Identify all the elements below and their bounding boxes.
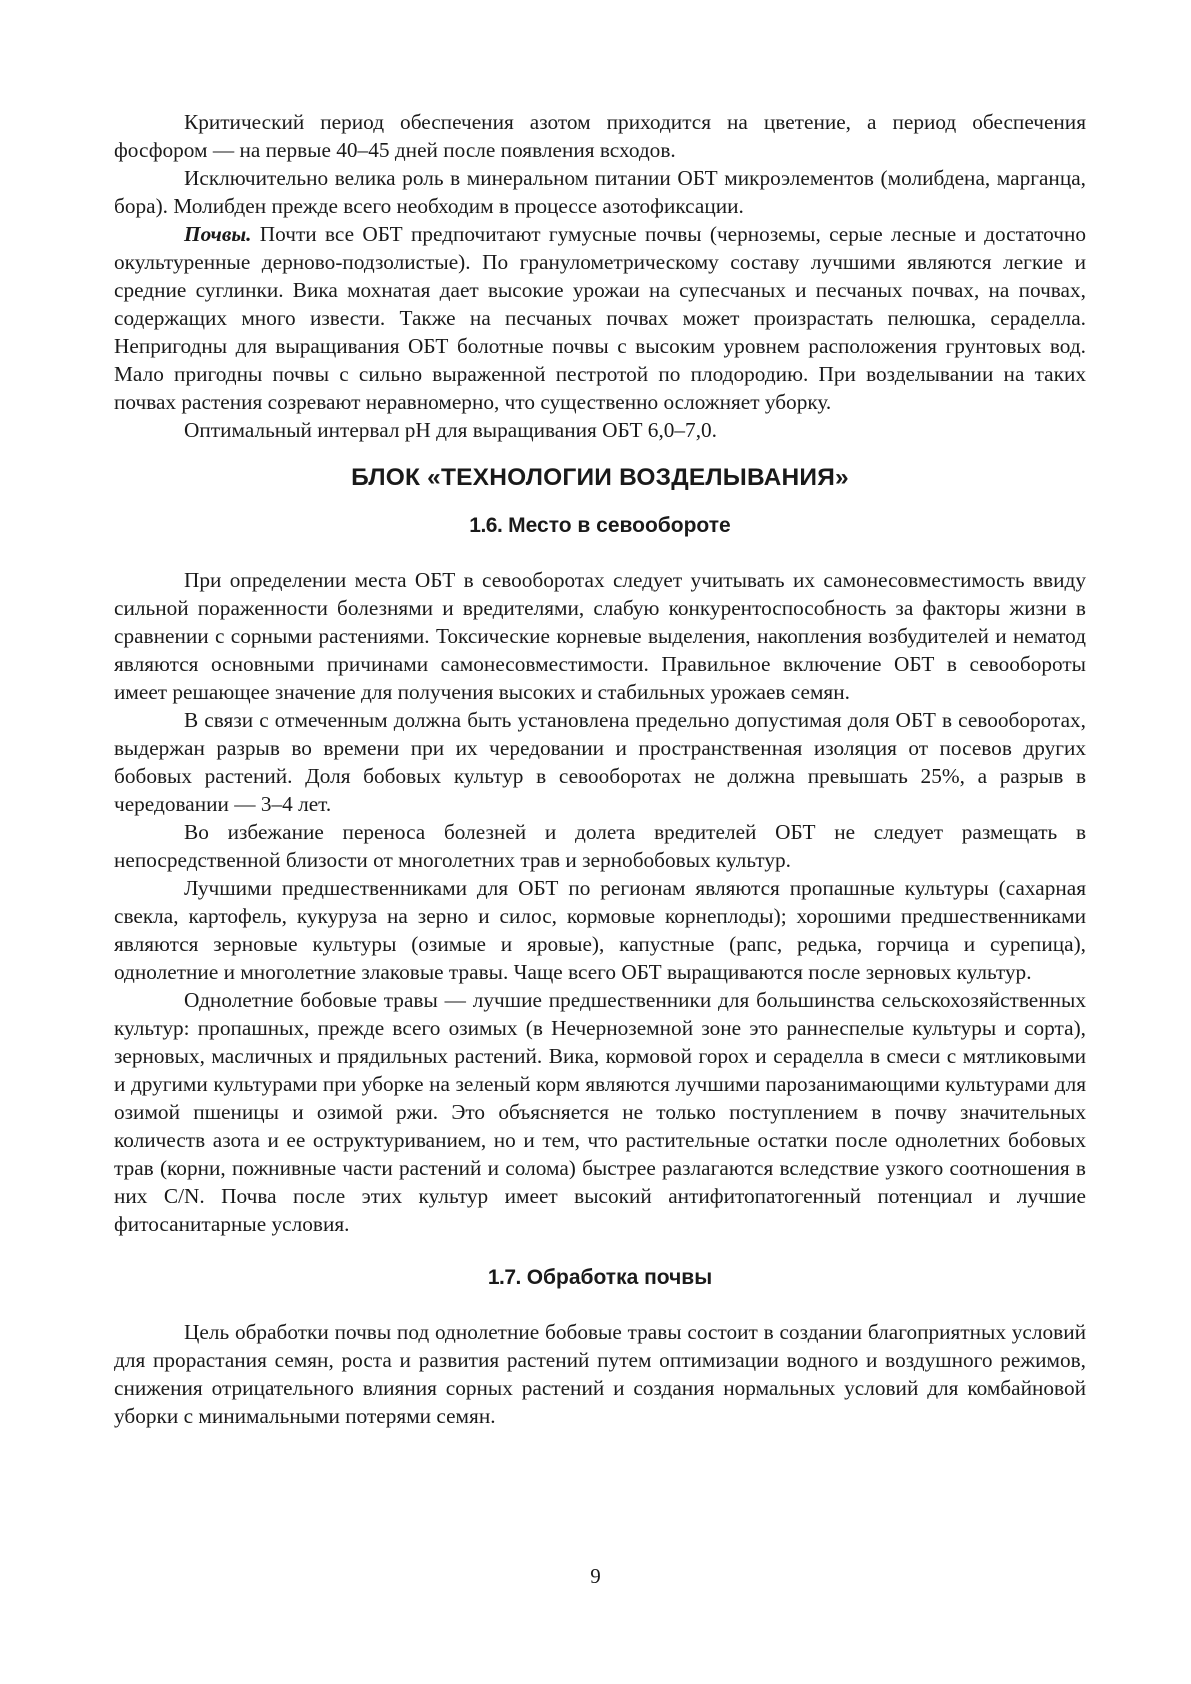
block-heading: БЛОК «ТЕХНОЛОГИИ ВОЗДЕЛЫВАНИЯ» xyxy=(351,464,849,491)
section-title: Место в севообороте xyxy=(502,514,731,537)
paragraph-nitrogen-period: Критический период обеспечения азотом приходится на цветение, а период обеспечения фосфором — на первые 40–45 дней после появления всходов. xyxy=(114,110,1086,162)
section-title: Обработка почвы xyxy=(520,1266,713,1289)
paragraph: В связи с отмеченным должна быть установлена предельно допустимая доля ОБТ в севооборотах, выдержан разрыв во времени при их чередовании и пространственная изоляция от посевов других бобовых растений. Доля бобовых культур в севооборотах не должна превышать 25%, а разрыв в чередовании — 3–4 лет. xyxy=(114,708,1086,816)
page-body xyxy=(114,108,1086,1430)
soils-lead-term: Почвы. xyxy=(184,222,252,246)
paragraph: При определении места ОБТ в севооборотах следует учитывать их самонесовместимость ввиду сильной пораженности болезнями и вредителями, слабую конкурентоспособность за факторы жизни в сравнении с сорными растениями. Токсические корневые выделения, накопления возбудителей и нематод являются основными причинами самонесовместимости. Правильное включение ОБТ в севообороты имеет решающее значение для получения высоких и стабильных урожаев семян. xyxy=(114,568,1086,704)
paragraph: Цель обработки почвы под однолетние бобовые травы состоит в создании благоприятных условий для прорастания семян, роста и развития растений путем оптимизации водного и воздушного режимов, снижения отрицательного влияния сорных растений и создания нормальных условий для комбайновой уборки с минимальными потерями семян. xyxy=(114,1320,1086,1428)
paragraph-microelements: Исключительно велика роль в минеральном питании ОБТ микроэлементов (молибдена, марганца, бора). Молибден прежде всего необходим в процессе азотофиксации. xyxy=(114,166,1086,218)
section-heading-1-7 xyxy=(114,1264,1086,1292)
paragraph: Лучшими предшественниками для ОБТ по регионам являются пропашные культуры (сахарная свекла, картофель, кукуруза на зерно и силос, кормовые корнеплоды); хорошими предшественниками являются зерновые культуры (озимые и яровые), капустные (рапс, редька, горчица и сурепица), однолетние и многолетние злаковые травы. Чаще всего ОБТ выращиваются после зерновых культур. xyxy=(114,876,1086,984)
paragraph-soils xyxy=(114,220,1086,416)
soils-text: Почти все ОБТ предпочитают гумусные почвы (черноземы, серые лесные и достаточно окультуренные дерново-подзолистые). По гранулометрическому составу лучшими являются легкие и средние суглинки. Вика мохнатая дает высокие урожаи на супесчаных и песчаных почвах, на почвах, содержащих много извести. Также на песчаных почвах может произрастать пелюшка, сераделла. Непригодны для выращивания ОБТ болотные почвы с высоким уровнем расположения грунтовых вод. Мало пригодны почвы с сильно выраженной пестротой по плодородию. При возделывании на таких почвах растения созревают неравномерно, что существенно осложняет уборку. xyxy=(114,222,1086,414)
paragraph: Во избежание переноса болезней и долета вредителей ОБТ не следует размещать в непосредственной близости от многолетних трав и зернобобовых культур. xyxy=(114,820,1086,872)
section-number: 1.7. xyxy=(487,1266,521,1289)
paragraph: Однолетние бобовые травы — лучшие предшественники для большинства сельскохозяйственных культур: пропашных, прежде всего озимых (в Нечерноземной зоне это раннеспелые культуры и сорта), зерновых, масличных и прядильных растений. Вика, кормовой горох и сераделла в смеси с мятликовыми и другими культурами при уборке на зеленый корм являются лучшими парозанимающими культурами для озимой пшеницы и озимой ржи. Это объясняется не только поступлением в почву значительных количеств азота и ее оструктуриванием, но и тем, что растительные остатки после однолетних бобовых трав (корни, пожнивные части растений и солома) быстрее разлагаются вследствие узкого соотношения в них C/N. Почва после этих культур имеет высокий антифитопатогенный потенциал и лучшие фитосанитарные условия. xyxy=(114,988,1086,1236)
section-number: 1.6. xyxy=(469,514,503,537)
page-number: 9 xyxy=(590,1564,601,1588)
paragraph-ph-interval: Оптимальный интервал pH для выращивания ОБТ 6,0–7,0. xyxy=(184,418,718,442)
section-heading-1-6 xyxy=(114,512,1086,540)
